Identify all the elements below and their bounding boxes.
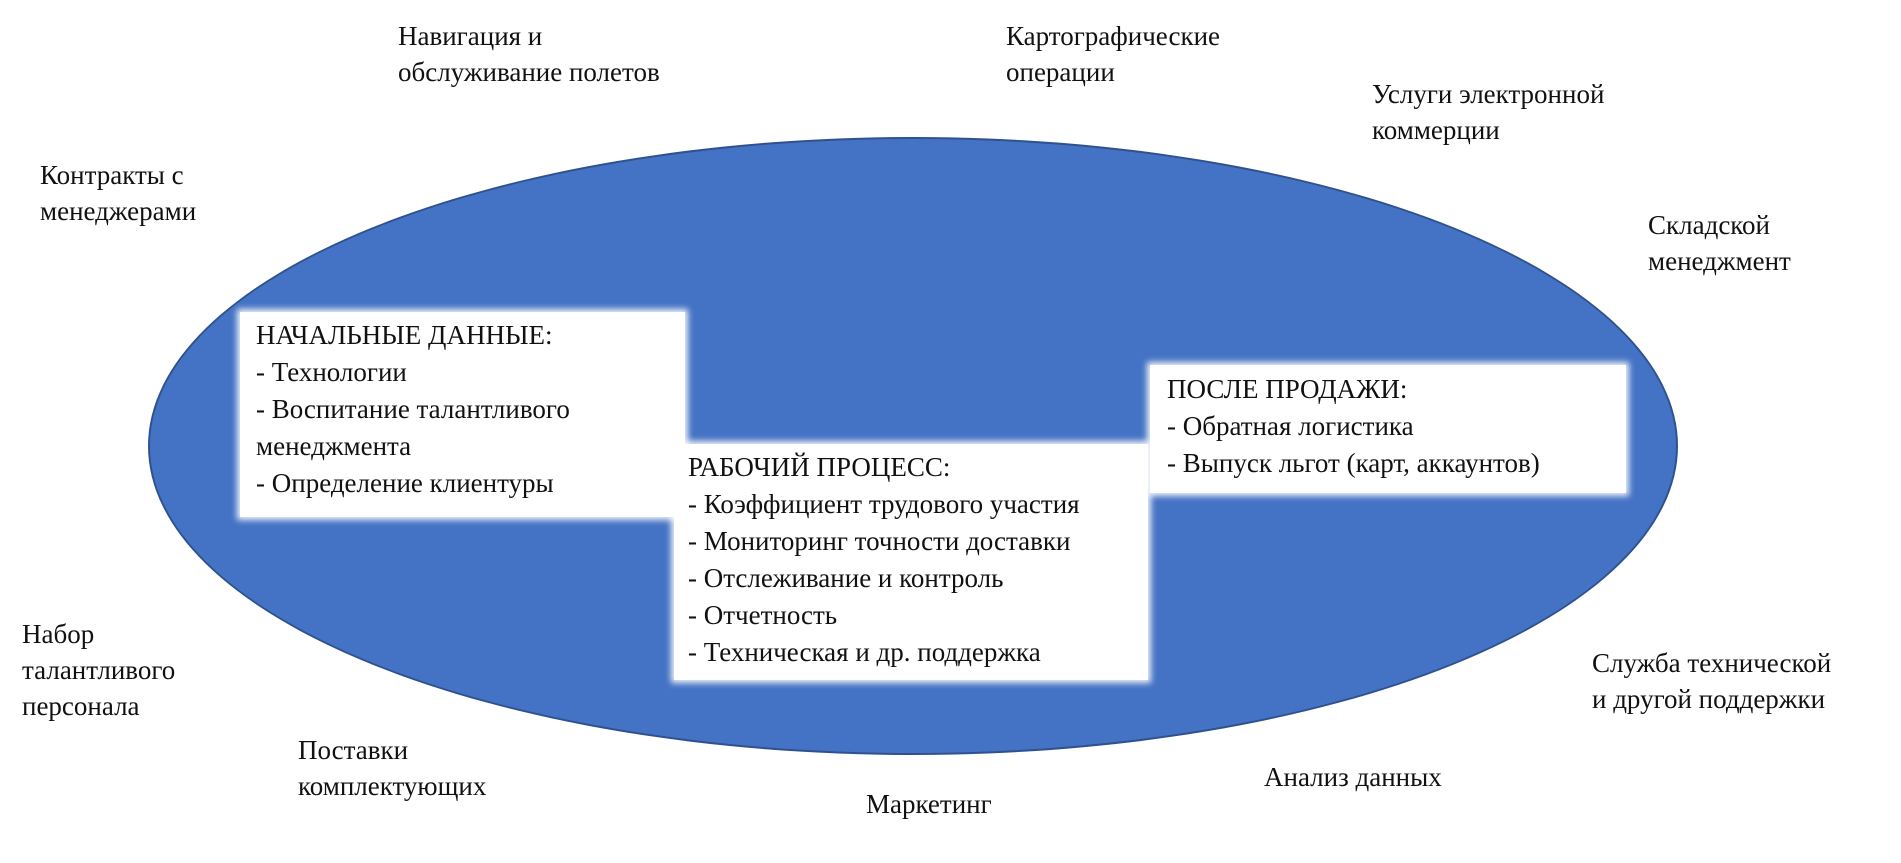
label-ecommerce-line: Услуги электронной [1372, 79, 1605, 109]
after-sale-box [1150, 365, 1626, 493]
label-support-line: и другой поддержки [1592, 684, 1826, 714]
label-navigation [398, 18, 660, 90]
label-marketing-line: Маркетинг [866, 789, 992, 819]
label-contracts [40, 157, 196, 229]
label-warehouse-line: менеджмент [1648, 246, 1791, 276]
label-recruitment-line: талантливого [22, 655, 176, 685]
initial-data-box [240, 312, 685, 517]
after-sale-title: ПОСЛЕ ПРОДАЖИ: [1167, 374, 1408, 404]
label-ecommerce-line: коммерции [1372, 115, 1500, 145]
label-navigation-line: Навигация и [398, 21, 543, 51]
label-components-line: комплектующих [298, 771, 487, 801]
label-contracts-line: менеджерами [40, 196, 197, 226]
label-support-line: Служба технической [1592, 648, 1832, 678]
work-process-title: РАБОЧИЙ ПРОЦЕСС: [688, 452, 951, 482]
label-warehouse [1648, 207, 1791, 279]
label-support [1592, 645, 1831, 717]
label-recruitment [22, 616, 175, 724]
initial-data-item: - Определение клиентуры [256, 468, 554, 498]
after-sale-item: - Обратная логистика [1167, 411, 1414, 441]
initial-data-item: - Воспитание талантливого [256, 394, 570, 424]
initial-data-item: - Технологии [256, 357, 407, 387]
label-cartography [1006, 18, 1220, 90]
label-navigation-line: обслуживание полетов [398, 57, 660, 87]
label-cartography-line: Картографические [1006, 21, 1220, 51]
label-ecommerce [1372, 76, 1604, 148]
label-components [298, 732, 486, 804]
work-process-box [674, 444, 1148, 680]
after-sale-item: - Выпуск льгот (карт, аккаунтов) [1167, 448, 1540, 478]
work-process-item: - Отслеживание и контроль [688, 563, 1004, 593]
work-process-item: - Коэффициент трудового участия [688, 489, 1080, 519]
label-warehouse-line: Складской [1648, 210, 1771, 240]
work-process-item: - Техническая и др. поддержка [688, 637, 1041, 667]
label-contracts-line: Контракты с [40, 160, 184, 190]
label-recruitment-line: Набор [22, 619, 95, 649]
label-marketing [866, 786, 992, 822]
initial-data-item: менеджмента [256, 431, 412, 461]
label-components-line: Поставки [298, 735, 409, 765]
initial-data-title: НАЧАЛЬНЫЕ ДАННЫЕ: [256, 320, 553, 350]
work-process-item: - Мониторинг точности доставки [688, 526, 1071, 556]
work-process-item: - Отчетность [688, 600, 838, 630]
label-analytics [1264, 759, 1442, 795]
label-recruitment-line: персонала [22, 691, 140, 721]
label-cartography-line: операции [1006, 57, 1115, 87]
label-analytics-line: Анализ данных [1264, 762, 1442, 792]
